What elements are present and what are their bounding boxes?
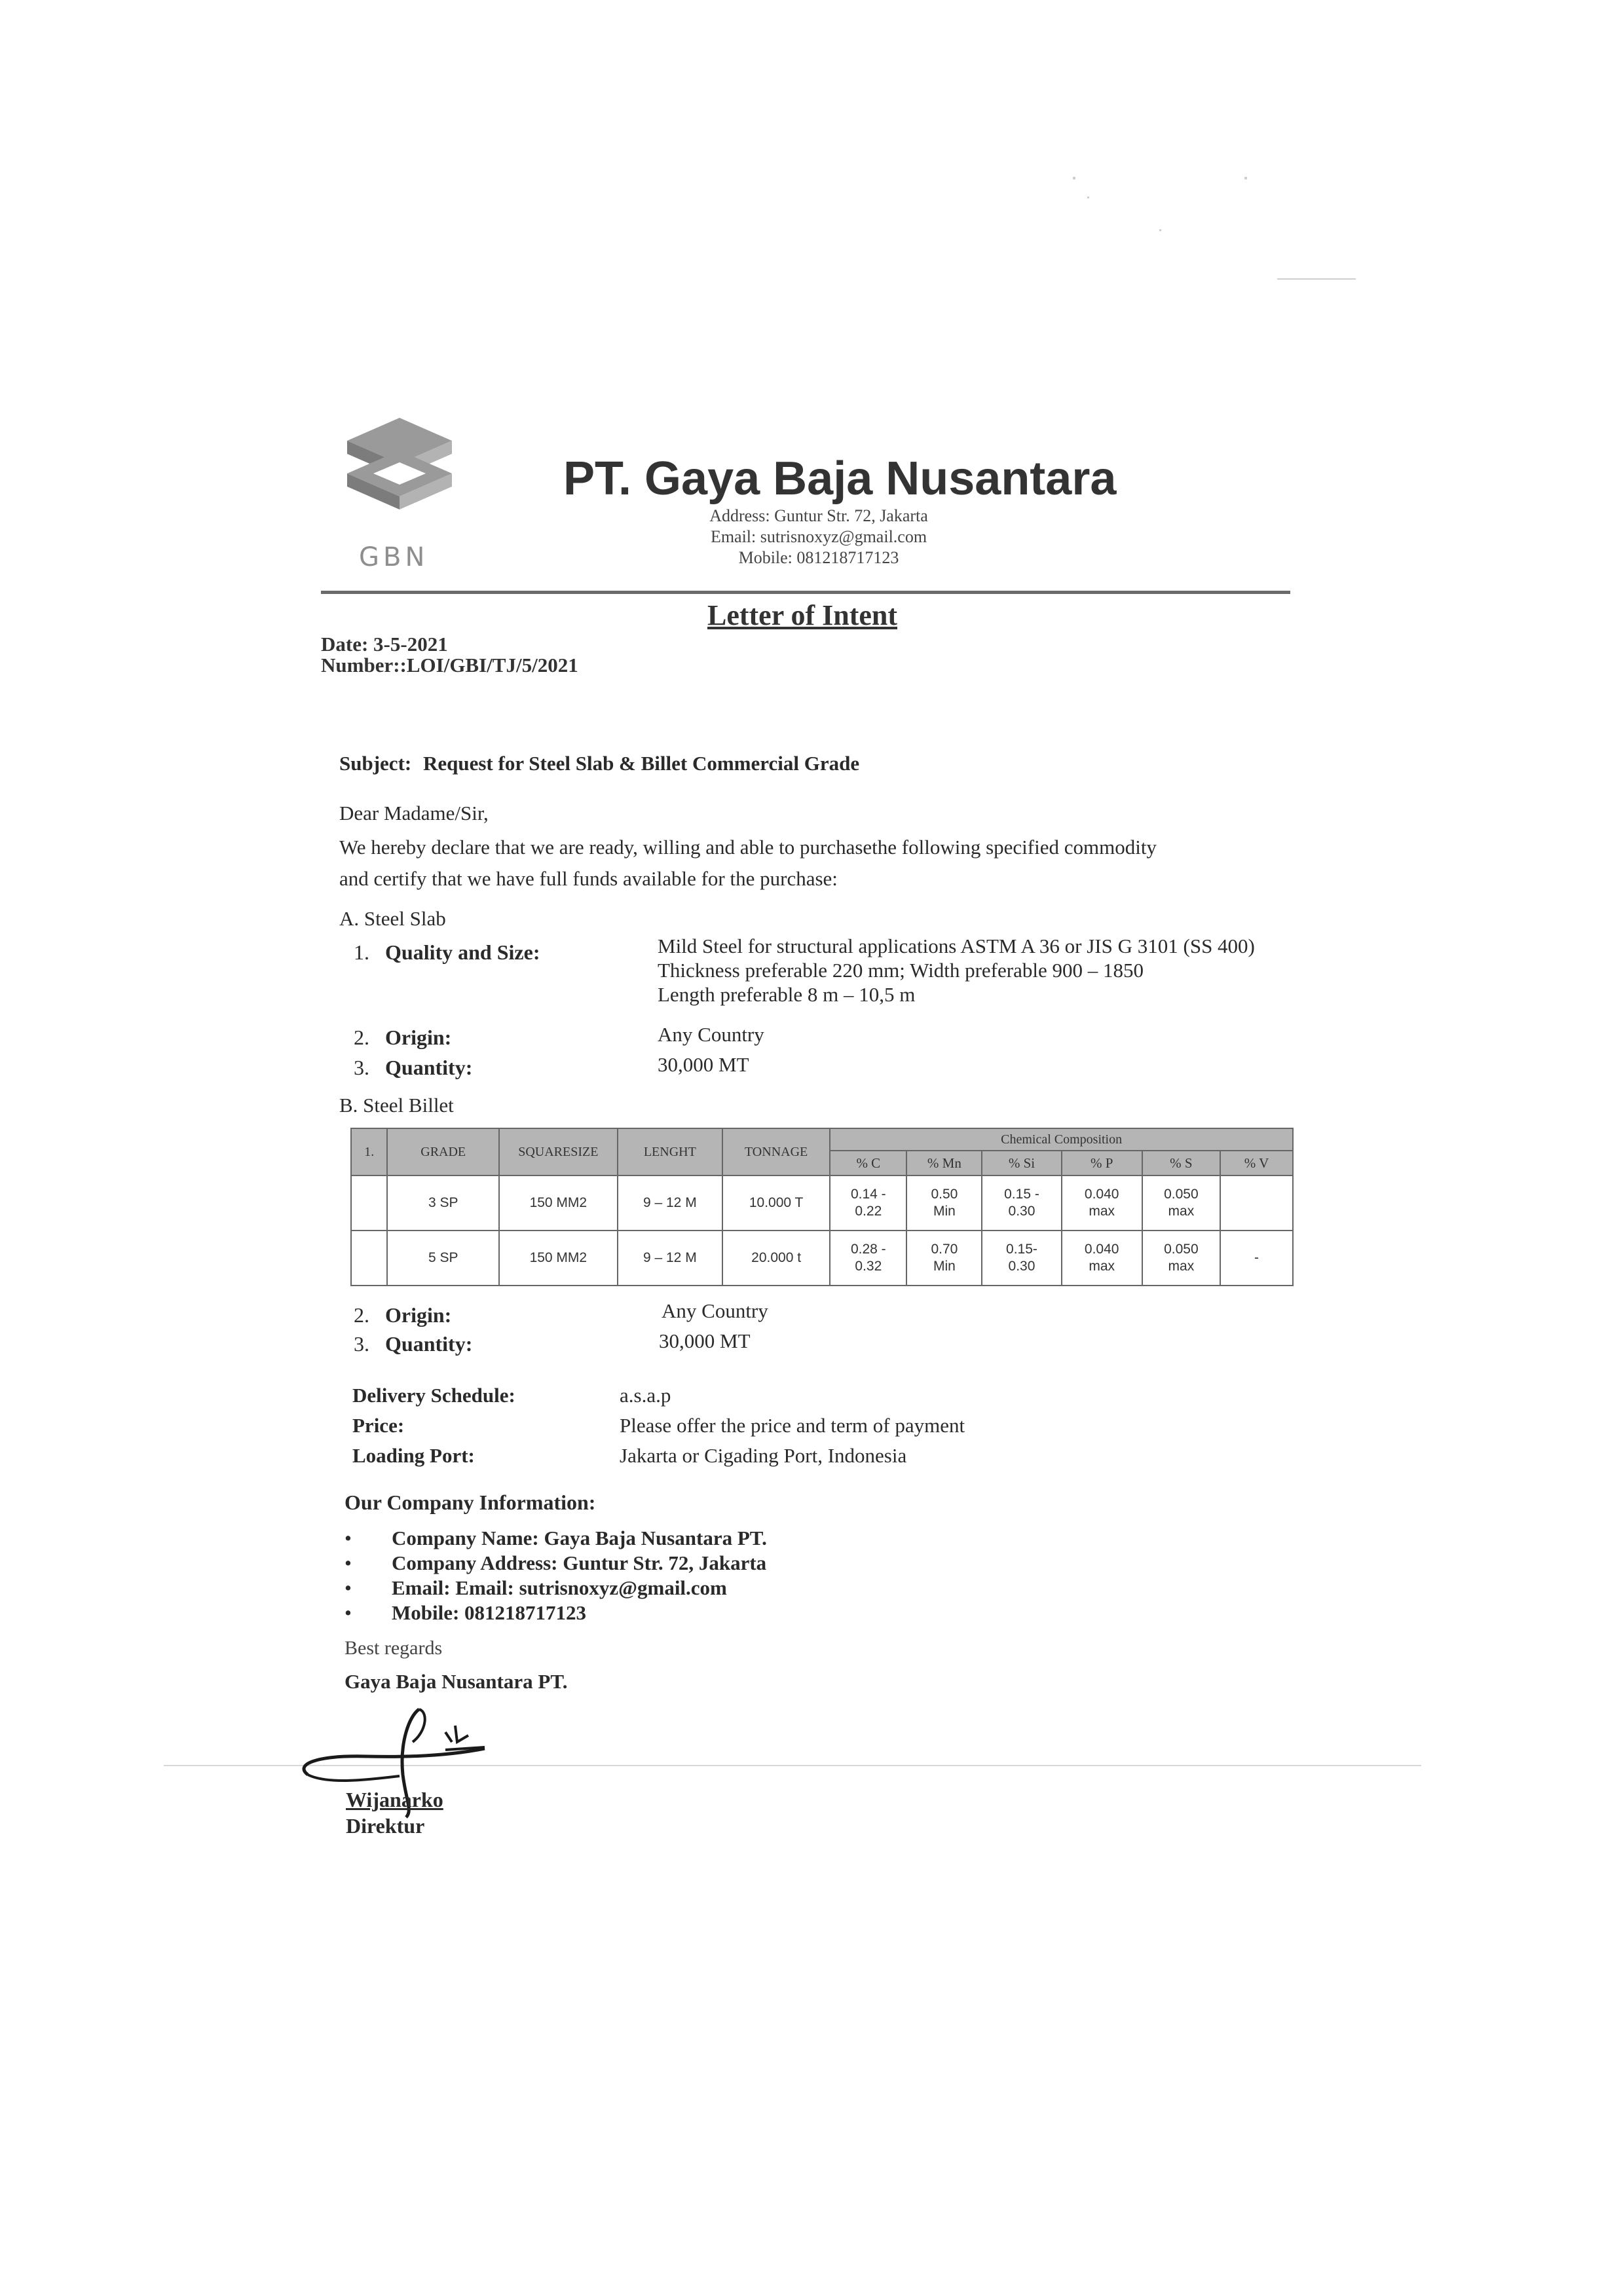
slab-item-quality [354, 940, 540, 965]
scan-speck [1244, 177, 1247, 179]
table-header-s: % S [1142, 1151, 1220, 1176]
item-number: 2. [354, 1026, 369, 1049]
table-cell-s: 0.050 max [1142, 1176, 1220, 1231]
billet-item-origin [354, 1303, 451, 1327]
table-cell-tonnage: 10.000 T [722, 1176, 830, 1231]
table-header-size: SQUARESIZE [499, 1128, 618, 1176]
terms-row [352, 1441, 1138, 1471]
terms-label: Loading Port: [352, 1444, 475, 1467]
subject-label: Subject: [339, 752, 412, 775]
signer-name: Wijanarko [346, 1788, 443, 1811]
table-header-si: % Si [982, 1151, 1061, 1176]
table-cell-size: 150 MM2 [499, 1176, 618, 1231]
list-item: • Email: Email: sutrisnoxyz@gmail.com [345, 1576, 767, 1601]
table-cell-si: 0.15- 0.30 [982, 1231, 1061, 1286]
table-header-mn: % Mn [906, 1151, 982, 1176]
subject-line [339, 752, 859, 775]
section-b-heading: B. Steel Billet [339, 1094, 454, 1117]
subject-text: Request for Steel Slab & Billet Commercial Grade [422, 752, 860, 775]
table-header-tonnage: TONNAGE [722, 1128, 830, 1176]
header-divider [321, 591, 1290, 594]
scan-speck [1277, 278, 1356, 280]
company-mobile: Mobile: 081218717123 [738, 548, 899, 567]
billet-item-quantity [354, 1332, 472, 1356]
table-cell-grade: 3 SP [387, 1176, 499, 1231]
table-cell-p: 0.040 max [1062, 1231, 1142, 1286]
table-cell-v: - [1220, 1231, 1293, 1286]
intro-paragraph: We hereby declare that we are ready, willing and able to purchasethe following specified commodity and certify that we have full funds available for the purchase: [339, 836, 1157, 890]
terms-value: Please offer the price and term of payment [620, 1414, 965, 1437]
table-cell-s: 0.050 max [1142, 1231, 1220, 1286]
table-cell-length: 9 – 12 M [618, 1231, 722, 1286]
table-cell-tonnage: 20.000 t [722, 1231, 830, 1286]
table-header-p: % P [1062, 1151, 1142, 1176]
terms-value: Jakarta or Cigading Port, Indonesia [620, 1444, 907, 1467]
terms-block [352, 1380, 1138, 1471]
item-number: 3. [354, 1056, 369, 1079]
item-number: 1. [354, 940, 369, 964]
company-contact [681, 506, 956, 568]
slab-item-origin [354, 1026, 451, 1050]
letter-number: Number::LOI/GBI/TJ/5/2021 [321, 654, 578, 676]
company-address: Address: Guntur Str. 72, Jakarta [709, 506, 928, 525]
billet-quantity-value: 30,000 MT [659, 1329, 751, 1352]
item-number: 2. [354, 1303, 369, 1327]
scan-speck [1073, 177, 1075, 179]
table-cell-no [351, 1231, 387, 1286]
billet-origin-value: Any Country [662, 1299, 768, 1322]
billet-table [350, 1128, 1294, 1286]
company-info-list [345, 1526, 767, 1625]
slab-item-quantity [354, 1056, 472, 1080]
company-logo-icon [334, 411, 465, 523]
table-cell-c: 0.14 - 0.22 [830, 1176, 906, 1231]
table-header-c: % C [830, 1151, 906, 1176]
table-cell-v [1220, 1176, 1293, 1231]
quality-line: Mild Steel for structural applications ASTM A 36 or JIS G 3101 (SS 400) [658, 935, 1255, 957]
scan-speck [1159, 229, 1161, 231]
slab-origin-value: Any Country [658, 1023, 764, 1046]
table-cell-p: 0.040 max [1062, 1176, 1142, 1231]
document-title: Letter of Intent [707, 599, 897, 631]
table-cell-size: 150 MM2 [499, 1231, 618, 1286]
table-header-v: % V [1220, 1151, 1293, 1176]
list-item: • Company Name: Gaya Baja Nusantara PT. [345, 1526, 767, 1551]
item-label: Quality and Size: [385, 940, 540, 964]
table-row [351, 1231, 1293, 1286]
table-header-chemical: Chemical Composition [830, 1128, 1293, 1151]
closing-regards: Best regards [345, 1637, 443, 1659]
terms-label: Price: [352, 1414, 405, 1437]
company-email: Email: sutrisnoxyz@gmail.com [710, 527, 927, 546]
signer-title: Direktur [346, 1814, 425, 1838]
company-name: PT. Gaya Baja Nusantara [563, 453, 1117, 505]
table-row [351, 1176, 1293, 1231]
item-label: Quantity: [385, 1056, 473, 1079]
company-info-heading: Our Company Information: [345, 1491, 596, 1514]
quality-line: Length preferable 8 m – 10,5 m [658, 983, 916, 1006]
letter-date: Date: 3-5-2021 [321, 633, 448, 656]
item-number: 3. [354, 1332, 369, 1356]
slab-quality-value [658, 934, 1378, 1007]
item-label: Origin: [385, 1026, 452, 1049]
logo-text: GBN [359, 542, 429, 572]
table-header-length: LENGHT [618, 1128, 722, 1176]
item-label: Quantity: [385, 1332, 473, 1356]
section-a-heading: A. Steel Slab [339, 907, 446, 930]
scan-speck [1087, 196, 1089, 198]
slab-quantity-value: 30,000 MT [658, 1053, 749, 1076]
list-item: • Mobile: 081218717123 [345, 1601, 767, 1625]
closing-company: Gaya Baja Nusantara PT. [345, 1670, 568, 1693]
terms-row [352, 1380, 1138, 1411]
table-cell-grade: 5 SP [387, 1231, 499, 1286]
table-header-grade: GRADE [387, 1128, 499, 1176]
terms-row [352, 1411, 1138, 1441]
quality-line: Thickness preferable 220 mm; Width preferable 900 – 1850 [658, 959, 1144, 982]
table-cell-length: 9 – 12 M [618, 1176, 722, 1231]
terms-label: Delivery Schedule: [352, 1384, 515, 1407]
letter-meta [321, 634, 578, 676]
table-cell-c: 0.28 - 0.32 [830, 1231, 906, 1286]
table-cell-si: 0.15 - 0.30 [982, 1176, 1061, 1231]
table-header-no: 1. [351, 1128, 387, 1176]
table-cell-mn: 0.50 Min [906, 1176, 982, 1231]
table-cell-mn: 0.70 Min [906, 1231, 982, 1286]
item-label: Origin: [385, 1303, 452, 1327]
terms-value: a.s.a.p [620, 1384, 671, 1407]
salutation: Dear Madame/Sir, [339, 802, 489, 824]
table-cell-no [351, 1176, 387, 1231]
list-item: • Company Address: Guntur Str. 72, Jakarta [345, 1551, 767, 1576]
